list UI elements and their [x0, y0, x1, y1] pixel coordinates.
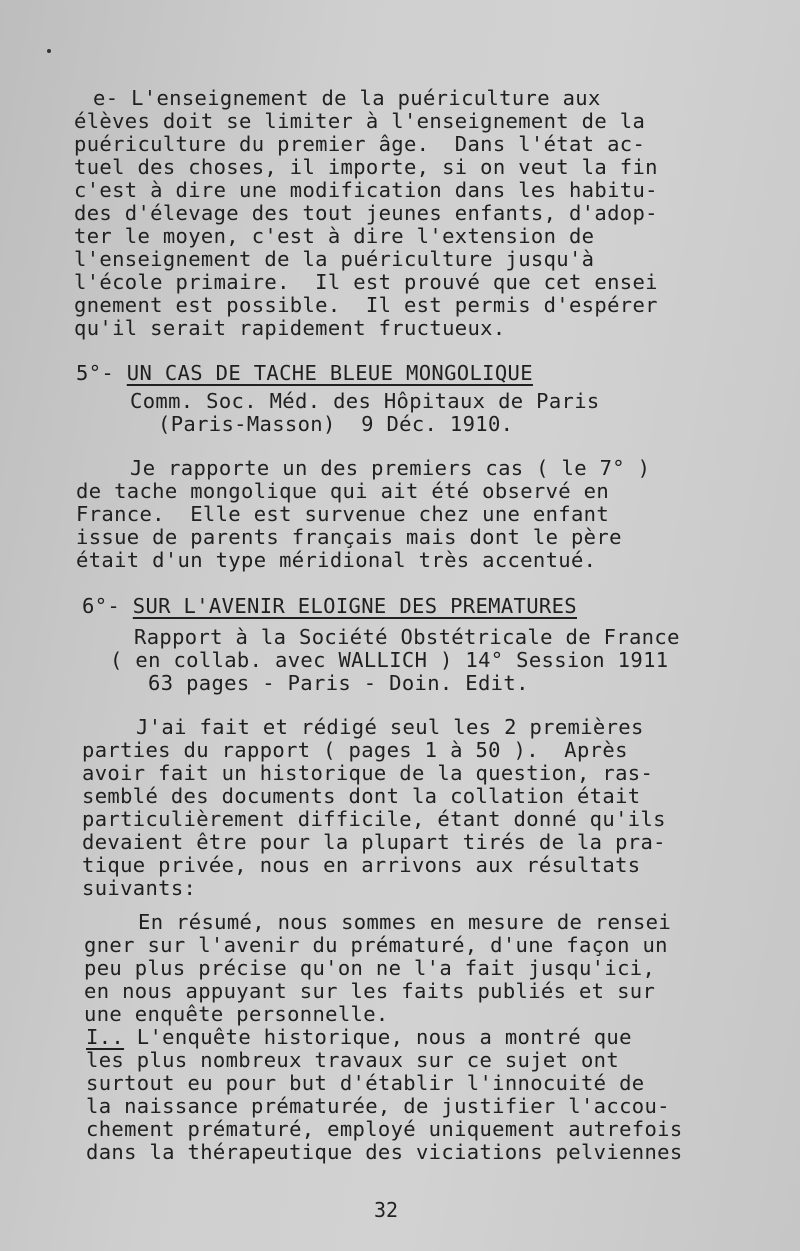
section-5-reference-line-1: Comm. Soc. Méd. des Hôpitaux de Paris — [130, 389, 600, 413]
section-e-line-3: puériculture du premier âge. Dans l'état ac- — [74, 132, 646, 156]
section-6-paragraph-2-line-4: en nous appuyant sur les faits publiés et sur — [84, 979, 656, 1003]
section-e-line-8: l'enseignement de la puériculture jusqu'à — [74, 247, 595, 271]
section-6-paragraph-2-line-2: gner sur l'avenir du prématuré, d'une façon un — [84, 933, 668, 957]
section-e-line-7: ter le moyen, c'est à dire l'extension de — [74, 224, 595, 248]
item-I-line-4: la naissance prématurée, de justifier l'accou- — [86, 1094, 670, 1118]
section-6-paragraph-1-line-3: avoir fait un historique de la question, ras- — [82, 761, 654, 785]
section-6-heading — [82, 594, 577, 618]
item-I-line-6: dans la thérapeutique des viciations pelviennes — [86, 1140, 683, 1164]
section-5-title: UN CAS DE TACHE BLEUE MONGOLIQUE — [126, 361, 533, 385]
section-e-line-4: tuel des choses, il importe, si on veut la fin — [74, 155, 658, 179]
section-e-line-2: élèves doit se limiter à l'enseignement de la — [74, 109, 646, 133]
section-6-paragraph-2-line-1: En résumé, nous sommes en mesure de rensei — [138, 910, 672, 934]
section-6-number: 6°- — [82, 594, 121, 618]
section-6-paragraph-1-line-7: tique privée, nous en arrivons aux résultats — [82, 853, 641, 877]
section-6-paragraph-1-line-6: devaient être pour la plupart tirés de la pra- — [82, 830, 666, 854]
item-I-line-3: surtout eu pour but d'établir l'innocuité de — [86, 1071, 645, 1095]
section-6-paragraph-1-line-1: J'ai fait et rédigé seul les 2 premières — [136, 715, 644, 739]
section-e-line-1: e- L'enseignement de la puériculture aux — [93, 86, 601, 110]
section-6-reference-line-1: Rapport à la Société Obstétricale de France — [134, 625, 680, 649]
section-6-reference-line-2: ( en collab. avec WALLICH ) 14° Session 1911 — [110, 648, 669, 672]
section-5-number: 5°- — [76, 361, 115, 385]
item-I-line-1 — [86, 1025, 632, 1049]
section-5-body-line-3: France. Elle est survenue chez une enfant — [76, 502, 610, 526]
section-e-line-10: gnement est possible. Il est permis d'espérer — [74, 293, 658, 317]
item-I-line-2: les plus nombreux travaux sur ce sujet ont — [86, 1048, 620, 1072]
section-6-title: SUR L'AVENIR ELOIGNE DES PREMATURES — [132, 594, 578, 618]
section-6-paragraph-1-line-2: parties du rapport ( pages 1 à 50 ). Après — [82, 738, 628, 762]
section-5-body-line-1: Je rapporte un des premiers cas ( le 7° ) — [130, 456, 651, 480]
section-6-reference-line-3: 63 pages - Paris - Doin. Edit. — [148, 671, 529, 695]
page-number: 32 — [374, 1198, 399, 1222]
section-5-heading — [76, 361, 533, 385]
speck-mark — [47, 49, 51, 53]
item-I-marker: I.. — [86, 1025, 125, 1049]
section-e-line-6: des d'élevage des tout jeunes enfants, d'adop- — [74, 201, 658, 225]
section-6-paragraph-1-line-8: suivants: — [82, 876, 197, 900]
section-6-paragraph-1-line-5: particulièrement difficile, étant donné qu'ils — [82, 807, 666, 831]
section-5-body-line-4: issue de parents français mais dont le père — [76, 525, 622, 549]
section-6-paragraph-1-line-4: semblé des documents dont la collation était — [82, 784, 641, 808]
section-5-reference-line-2: (Paris-Masson) 9 Déc. 1910. — [158, 412, 514, 436]
section-5-body-line-5: était d'un type méridional très accentué. — [76, 548, 597, 572]
section-e-line-5: c'est à dire une modification dans les habitu- — [74, 178, 658, 202]
section-5-body-line-2: de tache mongolique qui ait été observé en — [76, 479, 610, 503]
item-I-line-5: chement prématuré, employé uniquement autrefois — [86, 1117, 683, 1141]
section-e-line-9: l'école primaire. Il est prouvé que cet ensei — [74, 270, 658, 294]
item-I-text-1: L'enquête historique, nous a montré que — [136, 1025, 632, 1049]
section-6-paragraph-2-line-5: une enquête personnelle. — [84, 1002, 389, 1026]
section-6-paragraph-2-line-3: peu plus précise qu'on ne l'a fait jusqu'ici, — [84, 956, 656, 980]
section-e-line-11: qu'il serait rapidement fructueux. — [74, 316, 506, 340]
